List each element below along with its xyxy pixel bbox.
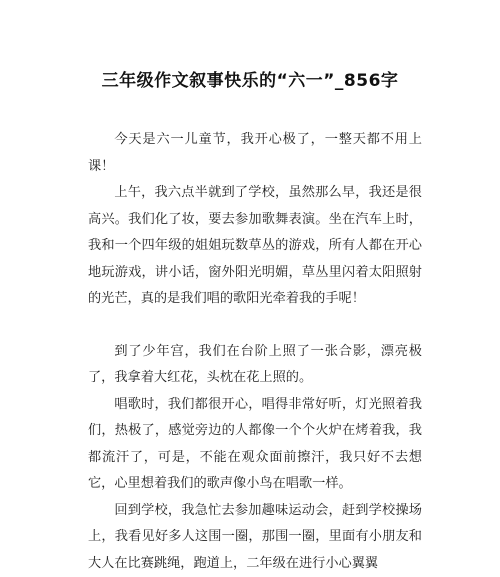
- paragraph-2: 上午，我六点半就到了学校，虽然那么早，我还是很高兴。我们化了妆，要去参加歌舞表演。坐在汽车上时，我和一个四年级的姐姐玩数草丛的游戏，所有人都在开心地玩游戏，讲小话，窗外阳光明媚，草丛里闪着太阳照射的光芒，真的是我们唱的歌阳光牵着我的手呢！: [88, 180, 422, 313]
- document-title: 三年级作文叙事快乐的“六一”_856字: [40, 66, 460, 91]
- paragraph-5: 回到学校，我急忙去参加趣味运动会，赶到学校操场上，我看见好多人这围一圈，那围一圈，里面有小朋友和大人在比赛跳绳，跑道上，二年级在进行小心翼翼: [88, 498, 422, 577]
- paragraph-3: 到了少年宫，我们在台阶上照了一张合影，漂亮极了，我拿着大红花，头枕在花上照的。: [88, 339, 422, 392]
- paragraph-4: 唱歌时，我们都很开心，唱得非常好听，灯光照着我们，热极了，感觉旁边的人都像一个个火炉在烤着我，我都流汗了，可是，不能在观众面前擦汗，我只好不去想它，心里想着我们的歌声像小鸟在唱歌一样。: [88, 392, 422, 498]
- paragraph-1: 今天是六一儿童节，我开心极了，一整天都不用上课！: [88, 127, 422, 180]
- document-body: [88, 127, 422, 577]
